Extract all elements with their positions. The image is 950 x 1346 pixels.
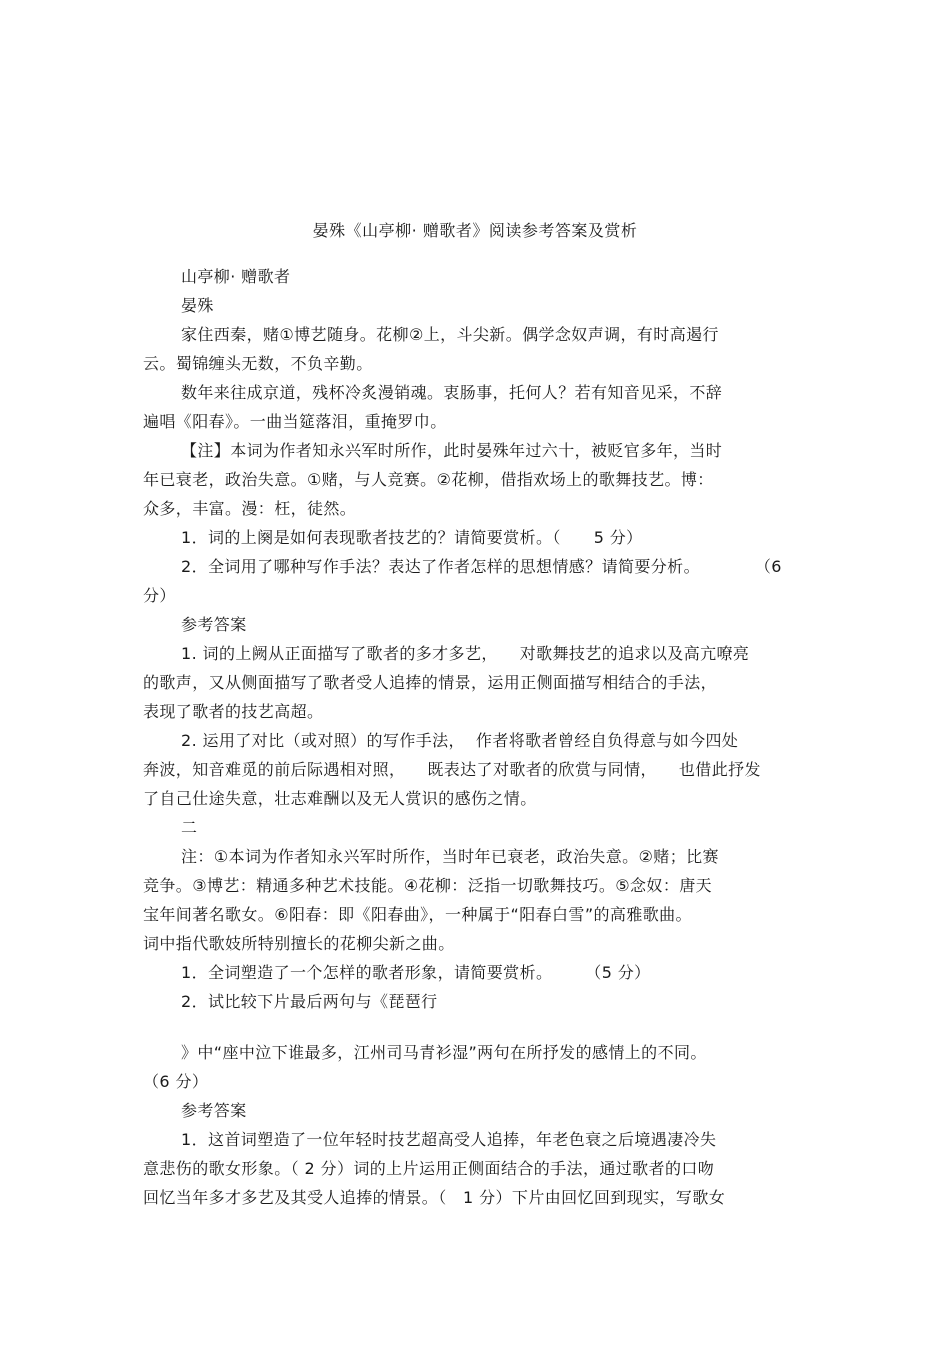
text-line: 晏殊 <box>181 296 214 315</box>
text-line: 2. 运用了对比（或对照）的写作手法， 作者将歌者曾经自负得意与如今四处 <box>181 731 739 750</box>
document-title: 晏殊《山亭柳· 赠歌者》阅读参考答案及赏析 <box>312 221 638 240</box>
text-line: 云。蜀锦缠头无数，不负辛勤。 <box>143 354 373 373</box>
text-line: 【注】本词为作者知永兴军时所作，此时晏殊年过六十，被贬官多年，当时 <box>181 441 723 460</box>
text-line: 2．全词用了哪种写作手法？表达了作者怎样的思想情感？请简要分析。 （6 <box>181 557 782 576</box>
document-body <box>143 262 813 1212</box>
text-line: 宝年间著名歌女。⑥阳春：即《阳春曲》，一种属于“阳春白雪”的高雅歌曲。 <box>143 905 692 924</box>
text-line: 家住西秦，赌①博艺随身。花柳②上，斗尖新。偶学念奴声调，有时高遏行 <box>181 325 719 344</box>
text-line: 年已衰老，政治失意。①赌，与人竞赛。②花柳，借指欢场上的歌舞技艺。博： <box>143 470 714 489</box>
text-line: 奔波，知音难觅的前后际遇相对照， 既表达了对歌者的欣赏与同情， 也借此抒发 <box>143 760 761 779</box>
text-line: 意悲伤的歌女形象。（ 2 分）词的上片运用正侧面结合的手法，通过歌者的口吻 <box>143 1159 715 1178</box>
text-line: 》中“座中泣下谁最多，江州司马青衫湿”两句在所抒发的感情上的不同。 <box>181 1043 707 1062</box>
text-line: 回忆当年多才多艺及其受人追捧的情景。（ 1 分）下片由回忆回到现实，写歌女 <box>143 1188 726 1207</box>
text-line: 1．这首词塑造了一位年轻时技艺超高受人追捧，年老色衰之后境遇凄冷失 <box>181 1130 717 1149</box>
text-line <box>143 1016 813 1038</box>
text-line: 众多，丰富。漫：枉，徒然。 <box>143 499 357 518</box>
text-line: 2．试比较下片最后两句与《琵琶行 <box>181 992 438 1011</box>
text-line: 参考答案 <box>181 615 247 634</box>
text-line: 参考答案 <box>181 1101 247 1120</box>
text-line: 词中指代歌妓所特别擅长的花柳尖新之曲。 <box>143 934 455 953</box>
text-line: 二 <box>181 818 198 837</box>
text-line: 1．词的上阕是如何表现歌者技艺的？请简要赏析。（ 5 分） <box>181 528 643 547</box>
text-line: 1．全词塑造了一个怎样的歌者形象，请简要赏析。 （5 分） <box>181 963 651 982</box>
text-line: 分） <box>143 586 176 605</box>
text-line: 遍唱《阳春》。一曲当筵落泪，重掩罗巾。 <box>143 412 447 431</box>
text-line: （6 分） <box>143 1072 209 1091</box>
text-line: 1. 词的上阙从正面描写了歌者的多才多艺， 对歌舞技艺的追求以及高亢嘹亮 <box>181 644 750 663</box>
text-line: 表现了歌者的技艺高超。 <box>143 702 324 721</box>
text-line: 竞争。③博艺：精通多种艺术技能。④花柳：泛指一切歌舞技巧。⑤念奴：唐天 <box>143 876 713 895</box>
text-line: 了自己仕途失意，壮志难酬以及无人赏识的感伤之情。 <box>143 789 537 808</box>
text-line: 山亭柳· 赠歌者 <box>181 267 291 286</box>
text-line: 注：①本词为作者知永兴军时所作，当时年已衰老，政治失意。②赌；比赛 <box>181 847 719 866</box>
text-line: 的歌声，又从侧面描写了歌者受人追捧的情景，运用正侧面描写相结合的手法， <box>143 673 718 692</box>
text-line: 数年来往成京道，残杯冷炙漫销魂。衷肠事，托何人？若有知音见采，不辞 <box>181 383 723 402</box>
